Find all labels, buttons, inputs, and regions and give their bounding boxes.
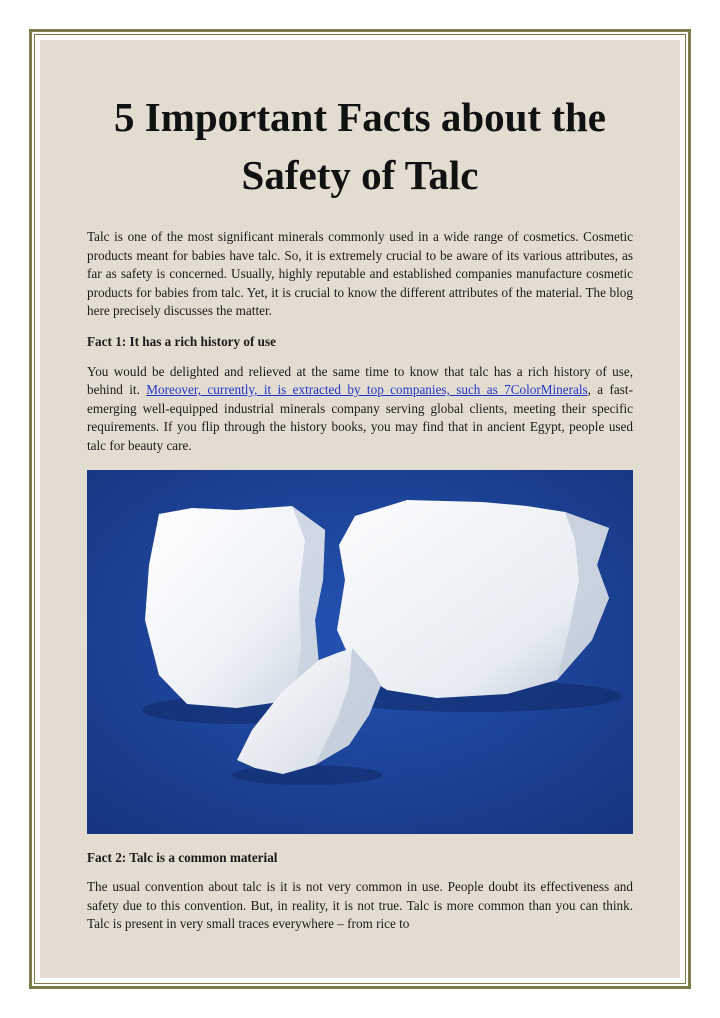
talc-rocks-photo (87, 470, 633, 834)
document-page (40, 40, 680, 978)
title-line-2: Safety of Talc (241, 152, 479, 198)
document-content (87, 88, 633, 934)
intro-paragraph: Talc is one of the most significant minerals commonly used in a wide range of cosmetics. Cosmetic products meant for babies have talc. So, it is extremely crucial to be aware of its various attributes, as far as safety is concerned. Usually, highly reputable and established companies manufacture cosmetic products for babies from talc. Yet, it is crucial to know the different attributes of the material. The blog here precisely discusses the matter. (87, 229, 633, 319)
7colorminerals-link[interactable]: Moreover, currently, it is extracted by top companies, such as 7ColorMinerals (146, 382, 588, 398)
title-line-1: 5 Important Facts about the (114, 94, 606, 140)
fact1-heading: Fact 1: It has a rich history of use (87, 333, 277, 349)
page-title (87, 88, 633, 204)
fact1-text-after: , a fast-emerging well-equipped industrial minerals company serving global clients, meeting their specific requirements. If you flip through the history books, you may find that in ancient Egypt, people used talc for beauty care. (87, 382, 633, 453)
fact2-paragraph: The usual convention about talc is it is not very common in use. People doubt its effectiveness and safety due to this convention. But, in reality, it is not true. Talc is more common than you can think. Talc is present in very small traces everywhere – from rice to (87, 879, 633, 932)
fact1-paragraph (87, 363, 633, 456)
fact2-heading: Fact 2: Talc is a common material (87, 849, 278, 865)
fact1-text-before: You would be delighted and relieved at the same time to know that talc has a rich history of use, behind it. (87, 363, 633, 398)
